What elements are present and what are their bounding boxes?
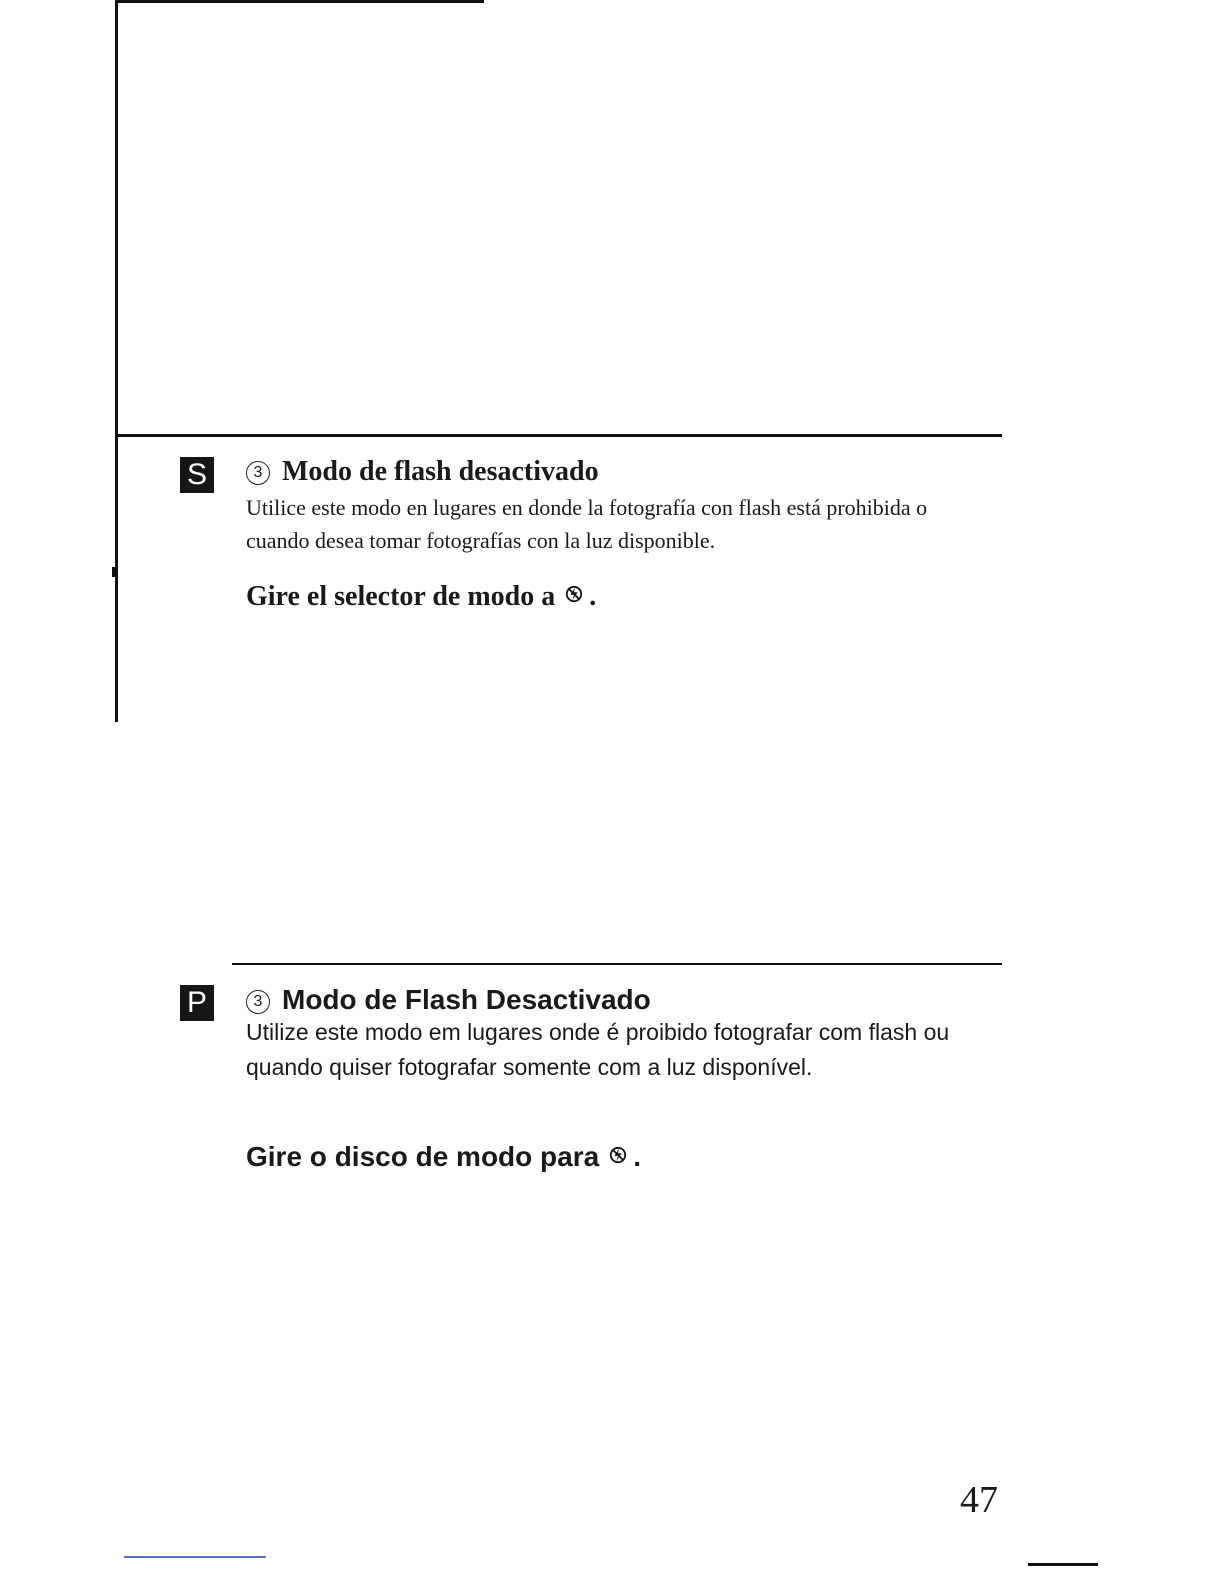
title-text-spanish: Modo de flash desactivado bbox=[282, 456, 599, 487]
left-margin-line bbox=[115, 0, 118, 722]
flash-off-icon bbox=[565, 585, 583, 603]
description-spanish: Utilice este modo en lugares en donde la fotografía con flash está prohibida o cuando desea tomar fotografías con la luz disponible. bbox=[246, 495, 928, 553]
instruction-spanish bbox=[246, 581, 596, 613]
title-text-portuguese: Modo de Flash Desactivado bbox=[282, 984, 651, 1015]
instruction-text-portuguese: Gire o disco de modo para bbox=[246, 1141, 600, 1172]
instruction-portuguese bbox=[246, 1141, 641, 1173]
section-divider-spanish bbox=[118, 434, 1002, 437]
language-badge-spanish: S bbox=[180, 457, 214, 493]
description-portuguese: Utilize este modo em lugares onde é proibido fotografar com flash ou quando quiser fotografar somente com a luz disponível. bbox=[246, 1019, 950, 1080]
flash-off-icon bbox=[609, 1146, 627, 1164]
section-title-spanish bbox=[246, 455, 599, 489]
top-rule bbox=[116, 0, 484, 3]
margin-tick bbox=[112, 567, 118, 577]
page-number: 47 bbox=[960, 1479, 998, 1521]
instruction-period-spanish: . bbox=[589, 581, 597, 612]
instruction-period-portuguese: . bbox=[633, 1141, 641, 1172]
section-divider-portuguese bbox=[232, 963, 1002, 965]
footer-rule-right bbox=[1028, 1563, 1098, 1566]
language-badge-portuguese: P bbox=[180, 985, 214, 1021]
footer-rule-left bbox=[124, 1556, 266, 1558]
instruction-text-spanish: Gire el selector de modo a bbox=[246, 581, 556, 612]
step-number-spanish: 3 bbox=[246, 461, 270, 485]
section-title-portuguese bbox=[246, 983, 651, 1017]
step-number-portuguese: 3 bbox=[246, 990, 270, 1014]
